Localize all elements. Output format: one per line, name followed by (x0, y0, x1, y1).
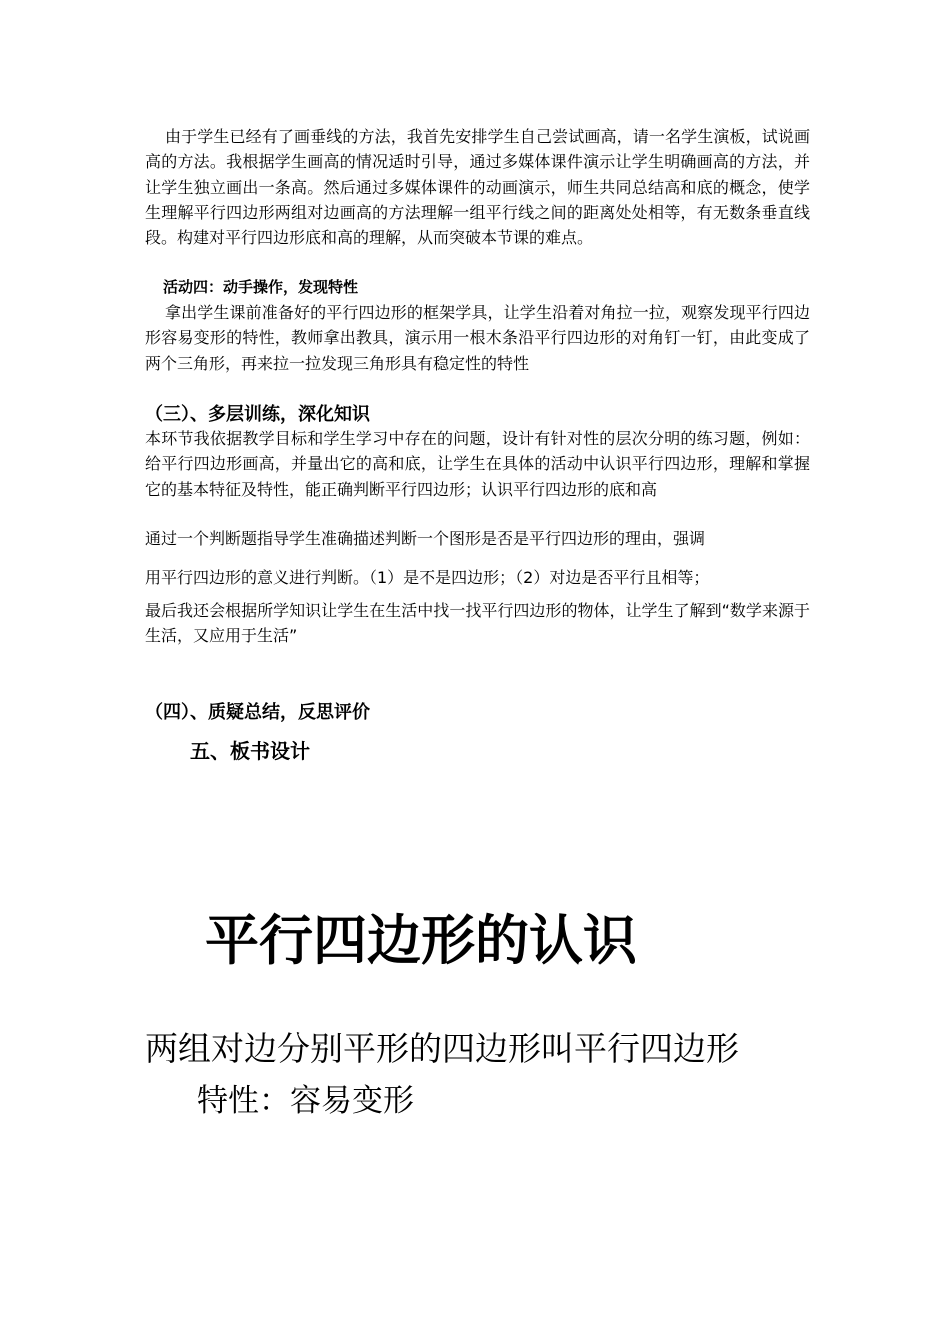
board-title: 平行四边形的认识 (205, 909, 637, 972)
paragraph-drawing-height: 由于学生已经有了画垂线的方法，我首先安排学生自己尝试画高，请一名学生演板，试说画高的方法。我根据学生画高的情况适时引导，通过多媒体课件演示让学生明确画高的方法，并让学生独立画出一条高。然后通过多媒体课件的动画演示，师生共同总结高和底的概念，使学生理解平行四边形两组对边画高的方法理解一组平行线之间的距离处处相等，有无数条垂直线段。构建对平行四边形底和高的理解，从而突破本节课的难点。 (145, 127, 810, 248)
paragraph-judgement-line-2: 用平行四边形的意义进行判断。（1）是不是四边形；（2）对边是否平行且相等； (145, 568, 710, 587)
paragraph-layered-exercises: 本环节我依据教学目标和学生学习中存在的问题，设计有针对性的层次分明的练习题，例如：给平行四边形画高，并量出它的高和底，让学生在具体的活动中认识平行四边形，理解和掌握它的基本特征及特性，能正确判断平行四边形；认识平行四边形的底和高 (145, 429, 810, 499)
board-property: 特性：容易变形 (197, 1083, 414, 1119)
paragraph-frame-manipulation: 拿出学生课前准备好的平行四边形的框架学具，让学生沿着对角拉一拉，观察发现平行四边形容易变形的特性，教师拿出教具，演示用一根木条沿平行四边形的对角钉一钉，由此变成了两个三角形，再来拉一拉发现三角形具有稳定性的特性 (145, 303, 810, 373)
paragraph-real-life: 最后我还会根据所学知识让学生在生活中找一找平行四边形的物体，让学生了解到“数学来源于生活，又应用于生活” (145, 601, 810, 646)
activity-four-heading: 活动四：动手操作，发现特性 (163, 278, 359, 296)
paragraph-judgement-line-1: 通过一个判断题指导学生准确描述判断一个图形是否是平行四边形的理由，强调 (145, 529, 706, 548)
section-four-heading: （四）、质疑总结，反思评价 (145, 702, 370, 723)
board-definition: 两组对边分别平形的四边形叫平行四边形 (145, 1029, 739, 1068)
section-three-heading: （三）、多层训练，深化知识 (145, 404, 370, 425)
section-five-heading: 五、板书设计 (190, 739, 310, 763)
